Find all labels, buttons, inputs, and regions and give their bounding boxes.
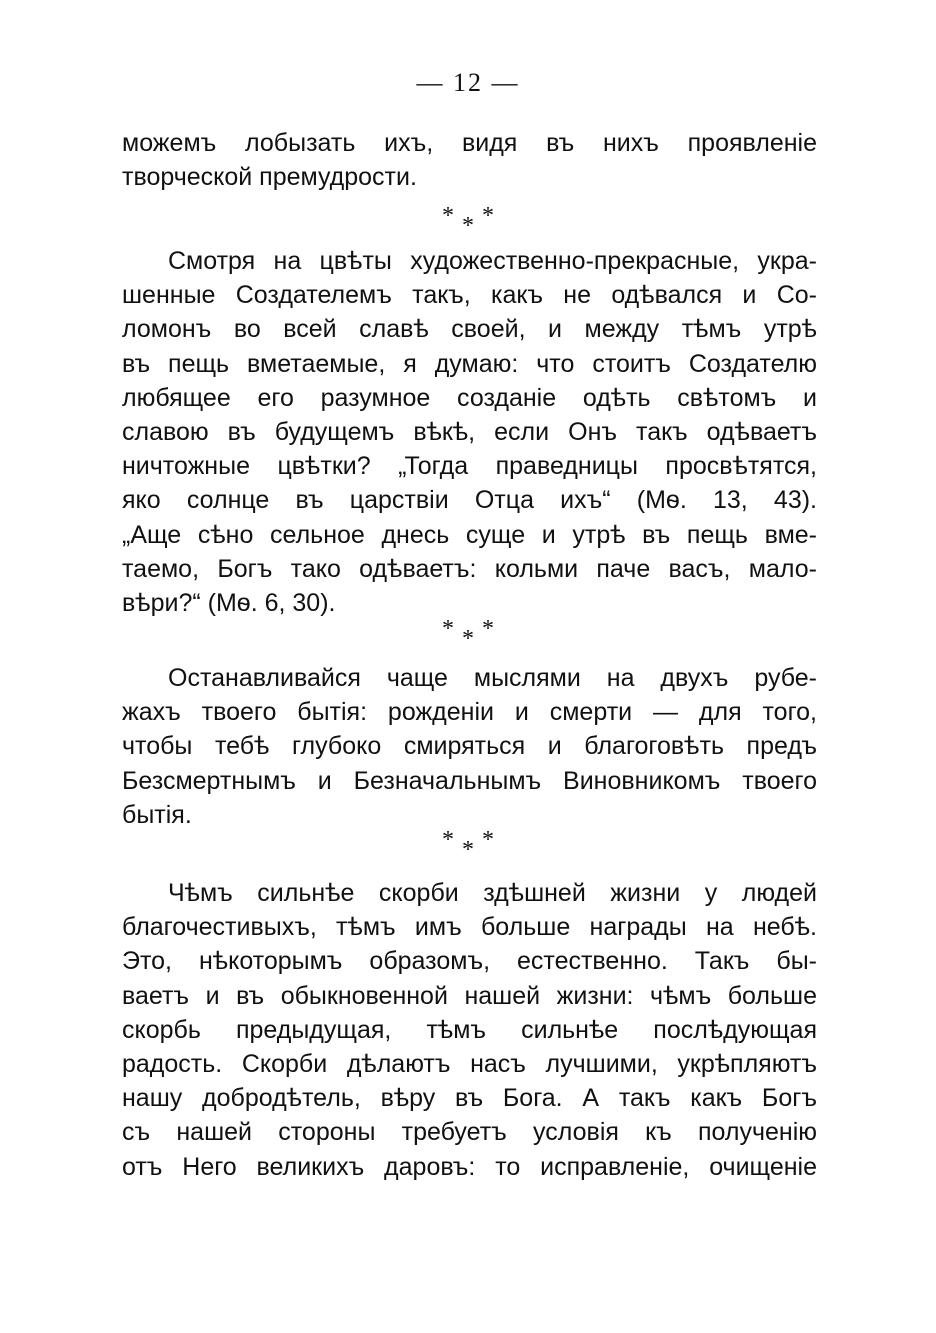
paragraph-2: [122, 244, 817, 620]
asterisk: *: [482, 827, 494, 853]
text-line: скорбь предыдущая, тѣмъ сильнѣе послѣдующая: [122, 1015, 817, 1044]
paragraph-3: [122, 661, 817, 832]
section-asterism: [0, 617, 936, 657]
section-asterism: [0, 204, 936, 244]
text-line: въ пещь вметаемые, я думаю: что стоитъ Создателю: [122, 349, 817, 378]
text-line: можемъ лобызать ихъ, видя въ нихъ проявленіе: [122, 129, 817, 157]
text-line: ваетъ и въ обыкновенной нашей жизни: чѣмъ больше: [122, 981, 817, 1010]
text-line: яко солнце въ царствіи Отца ихъ“ (Мѳ. 13, 43).: [122, 486, 817, 515]
text-line: ничтожные цвѣтки? „Тогда праведницы просвѣтятся,: [122, 452, 817, 481]
asterisk: *: [482, 203, 494, 229]
page-number: — 12 —: [416, 68, 520, 97]
text-line: славою въ будущемъ вѣкѣ, если Онъ такъ одѣваетъ: [122, 417, 817, 446]
text-line: ломонъ во всей славѣ своей, и между тѣмъ утрѣ: [122, 315, 817, 344]
paragraph-1: [122, 126, 817, 194]
text-line: вѣри?“ (Мѳ. 6, 30).: [122, 588, 336, 617]
asterisk: *: [442, 203, 454, 229]
text-line: шенные Создателемъ такъ, какъ не одѣвался и Со-: [122, 281, 817, 310]
asterisk: *: [462, 626, 474, 652]
text-line: любящее его разумное созданіе одѣть свѣтомъ и: [122, 383, 817, 412]
asterisk: *: [442, 827, 454, 853]
text-line: творческой премудрости.: [122, 163, 417, 192]
text-line: Чѣмъ сильнѣе скорби здѣшней жизни у людей: [168, 879, 817, 907]
text-line: отъ Него великихъ даровъ: то исправленіе, очищеніе: [122, 1152, 817, 1181]
text-line: съ нашей стороны требуетъ условія къ полученію: [122, 1118, 817, 1147]
asterisk: *: [462, 837, 474, 863]
asterisk: *: [442, 616, 454, 642]
text-line: „Аще сѣно сельное днесь суще и утрѣ въ пещь вме-: [122, 520, 817, 549]
text-line: бытія.: [122, 800, 192, 829]
section-asterism: [0, 828, 936, 868]
text-line: таемо, Богъ тако одѣваетъ: кольми паче васъ, мало-: [122, 554, 817, 583]
text-line: нашу добродѣтель, вѣру въ Бога. А такъ какъ Богъ: [122, 1084, 817, 1113]
text-line: Это, нѣкоторымъ образомъ, естественно. Такъ бы-: [122, 947, 817, 976]
text-line: Смотря на цвѣты художественно-прекрасные, укра-: [168, 247, 817, 275]
text-line: Безсмертнымъ и Безначальнымъ Виновникомъ твоего: [122, 766, 817, 795]
paragraph-4: [122, 876, 817, 1184]
text-line: Останавливайся чаще мыслями на двухъ рубе-: [168, 664, 817, 692]
text-line: жахъ твоего бытія: рожденіи и смерти — для того,: [122, 698, 817, 727]
text-line: благочестивыхъ, тѣмъ имъ больше награды на небѣ.: [122, 913, 817, 942]
asterisk: *: [482, 616, 494, 642]
text-line: чтобы тебѣ глубоко смиряться и благоговѣть предъ: [122, 732, 817, 761]
text-line: радость. Скорби дѣлаютъ насъ лучшими, укрѣпляютъ: [122, 1049, 817, 1078]
asterisk: *: [462, 213, 474, 239]
